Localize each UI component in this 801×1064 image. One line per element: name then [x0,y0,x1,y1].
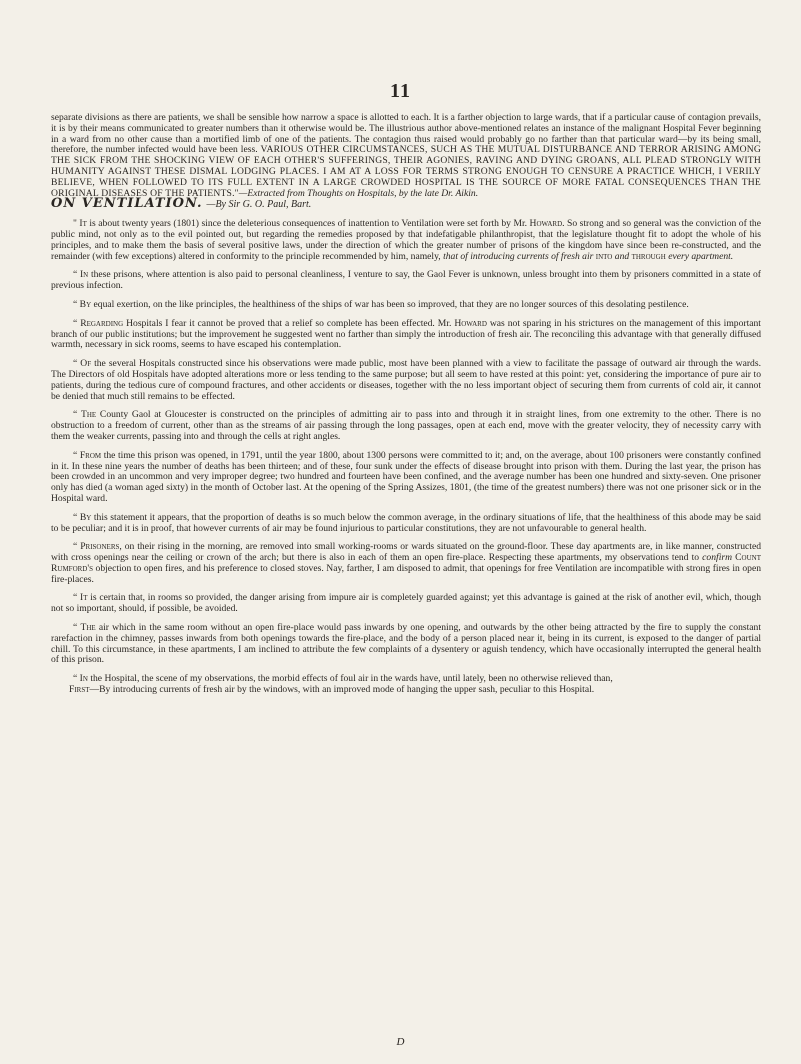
section-title: ON VENTILATION. [51,196,203,212]
signature-mark: D [396,1036,405,1048]
paragraph-text: this statement it appears, that the proportion of deaths is so much below the common average, in the ordinary situations of life, that the healthiness of this abode may be said to be peculiar; and it is in proof, that however currents of air may be found injurious to particular constitutions, they are not unfavourable to general health. [51,511,761,534]
paragraph-1 [51,219,761,262]
paragraph-text: the Hospital, the scene of my observations, the morbid effects of foul air in the wards have, until lately, been no otherwise relieved than, [87,673,613,685]
paragraph-text: . So strong and so general was the conviction of the public mind, not only as to the evil pointed out, but regarding the remedies proposed by that indefatigable philanthropist, that the legislature thought fit to adopt the whole of his principles, and to make them the basis of several positive laws, under the direction of which the greater number of prisons of the kingdom have since been re-constructed, and the remainder (with few exceptions) altered in conformity to the principle recommended by him, namely, [51,218,761,262]
paragraph-2: “ In these prisons, where attention is also paid to personal cleanliness, I venture to say, the Gaol Fever is unknown, unless brought into them by prisoners committed in a state of previous infection. [51,269,761,292]
paragraph-12: “ In the Hospital, the scene of my observations, the morbid effects of foul air in the wards have, until lately, been no otherwise relieved than, [73,673,613,685]
lead-word: By [79,298,92,310]
intro-source: —Extracted from Thoughts on Hospitals, by the late Dr. Aikin. [238,187,479,199]
section-author: —By Sir G. O. Paul, Bart. [206,199,312,211]
paragraph-text: the several Hospitals constructed since his observations were made public, most have been planned with a view to facilitate the passage of outward air through the wards. The Directors of old Hospitals have adopted alterations more or less tending to the same purpose; but all seem to have rested at this point: yet, considering the importance of pure air to patients, during the tedious cure of compound fractures, and other accidents or diseases, together with the no less important object of securing them from currents of cold air, it cannot be denied that much still remains to be effected. [51,358,761,402]
lead-word: Of [80,358,92,370]
intro-text: separate divisions as there are patients, we shall be sensible how narrow a space is allotted to each. It is a farther objection to large wards, that if a particular cause of contagion prevails, it is by their means communicated to greater numbers than it otherwise would be. The illustrious author above-mentioned relates an instance of the malignant Hospital Fever beginning in a ward from no other cause than a mortified limb of one of the patients. The contagion thus raised would probably go no farther than that particular ward—by its being small, therefore, the number infected would have been less. [51,112,761,156]
lead-word: The [80,622,96,634]
paragraph-text: is about twenty years (1801) since the deleterious consequences of inattention to Ventilation were set forth by Mr. [86,218,530,230]
paragraph-text: these prisons, where attention is also paid to personal cleanliness, I venture to say, the Gaol Fever is unknown, unless brought into them by prisoners committed in a state of previous infection. [51,269,761,292]
paragraph-4: “ Regarding Hospitals I fear it cannot be proved that a relief so complete has been effected. Mr. Howard was not sparing in his strictures on the management of this important branch of our public institutions; but the improvement he suggested went no farther than simply the introduction of fresh air. The reconciling this advantage with that generally diffused warmth, necessary in sick rooms, seems to have escaped his contemplation. [51,317,761,351]
paragraph-7: “ From the time this prison was opened, in 1791, until the year 1800, about 1300 persons were committed to it; and, on the average, about 100 prisoners were constantly confined in it. In these nine years the number of deaths has been thirteen; and of these, four sunk under the effects of disease brought into prison with them. During the last year, the prison has been crowded in an uncommon and very improper degree; two hundred and fourteen have been confined, and the average number has been one hundred and sixty-seven. One prisoner only has died (a woman aged sixty) in the month of October last. At the opening of the Spring Assizes, 1801, (the time of the greatest numbers) there was not one prisoner sick or in the Hospital ward. [51,449,761,504]
paragraph-8: “ By this statement it appears, that the proportion of deaths is so much below the common average, in the ordinary situations of life, that the healthiness of this abode may be said to be peculiar; and it is in proof, that however currents of air may be found injurious to particular constitutions, they are not unfavourable to general health. [51,511,761,534]
paragraph-text: air which in the same room without an open fire-place would pass inwards by one opening, and outwards by the other being attracted by the fire to supply the constant rarefaction in the chimney, passes inwards from both openings towards the fire-place, and the body of a person placed near it, being in its current, is exposed to the danger of partial chill. To this circumstance, in these apartments, I am inclined to attribute the few complaints of a dysentery or aguish tendency, which have occasionally interrupted the general health of this prison. [51,622,761,666]
paragraph-text: the time this prison was opened, in 1791, until the year 1800, about 1300 persons were committed to it; and, on the average, about 100 prisoners were constantly confined in it. In these nine years the number of deaths has been thirteen; and of these, four sunk under the effects of disease brought into prison with them. During the last year, the prison has been crowded in an uncommon and very improper degree; two hundred and fourteen have been confined, and the average number has been one hundred and sixty-seven. One prisoner only has died (a woman aged sixty) in the month of October last. At the opening of the Spring Assizes, 1801, (the time of the greatest numbers) there was not one prisoner sick or in the Hospital ward. [51,449,761,504]
person-name: Howard [529,218,563,230]
emphasis-caps: into [593,250,613,262]
open-quote: " [73,218,80,230]
page-number: 11 [390,80,411,102]
lead-word: First [69,684,90,696]
paragraph-3: “ By equal exertion, on the like principles, the healthiness of the ships of war has been so improved, that they are no longer sources of this desolating pestilence. [73,298,689,310]
lead-word: By [79,511,92,523]
paragraph-10: “ It is certain that, in rooms so provided, the danger arising from impure air is completely guarded against; yet this advantage is gained at the risk of another evil, which, though not so important, should, if possible, be avoided. [51,592,761,615]
paragraph-text: equal exertion, on the like principles, the healthiness of the ships of war has been so improved, that they are no longer sources of this desolating pestilence. [91,298,689,310]
emphasis-text: that of introducing currents of fresh air [443,250,594,262]
paragraph-text: County Gaol at Gloucester is constructed on the principles of admitting air to pass into and through it in straight lines, from one extremity to the other. There is no obstruction to a freedom of current, other than as the streams of air passing through the long passages, open at each end, move with the greater velocity, they of necessity carry with them the weaker currents, passing into and through the cells at right angles. [51,409,761,442]
lead-word: In [79,673,88,685]
emphasis-caps: through [629,250,666,262]
person-name: Count Rumford's [51,552,761,574]
paragraph-text: objection to open fires, and his preference to closed stoves. Nay, farther, I am disposed to admit, that openings for free Ventilation are incompatible with strong fires in open fire-places. [51,562,761,585]
lead-word: In [79,269,89,281]
paragraph-9: “ Prisoners, on their rising in the morning, are removed into small working-rooms or wards situated on the ground-floor. These day apartments are, in like manner, constructed with cross openings near the ceiling or crown of the arch; but there is also in each of them an open fire-place. Respecting these apartments, my observations tend to confirm Count Rumford's objection to open fires, and his preference to closed stoves. Nay, farther, I am disposed to admit, that openings for free Ventilation are incompatible with strong fires in open fire-places. [51,541,761,585]
intro-paragraph [51,113,761,199]
lead-word: It [79,218,87,230]
emphasis-text: every apartment. [665,250,734,262]
lead-word: It [80,592,88,604]
paragraph-6: “ The County Gaol at Gloucester is constructed on the principles of admitting air to pass into and through it in straight lines, from one extremity to the other. There is no obstruction to a freedom of current, other than as the streams of air passing through the long passages, open at each end, move with the greater velocity, they of necessity carry with them the weaker currents, passing into and through the cells at right angles. [51,409,761,442]
section-heading [51,196,761,212]
lead-word: Regarding [80,317,124,329]
person-name: Howard [454,317,487,329]
paragraph-text: —By introducing currents of fresh air by the windows, with an improved mode of hanging the upper sash, peculiar to this Hospital. [89,684,595,696]
paragraph-text: is certain that, in rooms so provided, the danger arising from impure air is completely guarded against; yet this advantage is gained at the risk of another evil, which, though not so important, should, if possible, be avoided. [51,592,761,615]
emphasis-text: confirm [702,552,733,564]
lead-word: From [79,449,102,461]
intro-caps-text: VARIOUS OTHER CIRCUMSTANCES, SUCH AS THE MUTUAL DISTURBANCE AND TERROR ARISING AMONG THE SICK FROM THE SHOCKING VIEW OF EACH OTHER'S SUFFERINGS, THEIR AGONIES, RAVING AND DYING GROANS, ALL PLEAD STRONGLY WITH HUMANITY AGAINST THESE DISMAL LODGING PLACES. I AM AT A LOSS FOR TERMS STRONG ENOUGH TO CENSURE A PRACTICE WHICH, I VERILY BELIEVE, WHEN FOLLOWED TO ITS FULL EXTENT IN A LARGE CROWDED HOSPITAL IS THE SOURCE OF MORE FATAL CONSEQUENCES THAN THE ORIGINAL DISEASES OF THE PATIENTS." [51,144,761,199]
page-body [51,113,761,696]
paragraph-11: “ The air which in the same room without an open fire-place would pass inwards by one opening, and outwards by the other being attracted by the fire to supply the constant rarefaction in the chimney, passes inwards from both openings towards the fire-place, and the body of a person placed near it, being in its current, is exposed to the danger of partial chill. To this circumstance, in these apartments, I am inclined to attribute the few complaints of a dysentery or aguish tendency, which have occasionally interrupted the general health of this prison. [51,622,761,666]
paragraph-text: was not sparing in his strictures on the management of this important branch of our public institutions; but the improvement he suggested went no farther than simply the introduction of fresh air. The reconciling this advantage with that generally diffused warmth, necessary in sick rooms, seems to have escaped his contemplation. [51,317,761,351]
paragraph-13 [51,685,761,696]
paragraph-text: , on their rising in the morning, are removed into small working-rooms or wards situated on the ground-floor. These day apartments are, in like manner, constructed with cross openings near the ceiling or crown of the arch; but there is also in each of them an open fire-place. Respecting these apartments, my observations tend to [51,541,761,564]
paragraph-text: Hospitals I fear it cannot be proved that a relief so complete has been effected. Mr. [123,317,455,329]
emphasis-text: and [612,250,630,262]
lead-word: Prisoners [80,541,120,553]
paragraph-5: “ Of the several Hospitals constructed since his observations were made public, most have been planned with a view to facilitate the passage of outward air through the wards. The Directors of old Hospitals have adopted alterations more or less tending to the same purpose; but all seem to have rested at this point: yet, considering the importance of pure air to patients, during the tedious cure of compound fractures, and other accidents or diseases, together with the no less important object of securing them from currents of cold air, it cannot be denied that much still remains to be effected. [51,358,761,402]
lead-word: The [81,409,97,421]
